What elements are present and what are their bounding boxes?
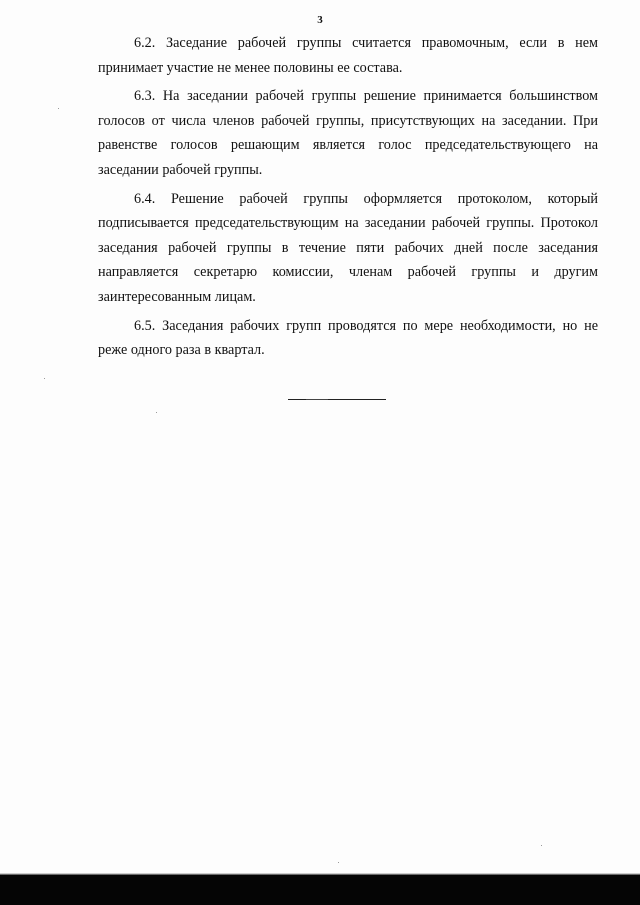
scan-speck [541, 845, 542, 846]
page-number: 3 [317, 14, 323, 26]
paragraph-6-2: 6.2. Заседание рабочей группы считается правомочным, если в нем принимает участие не менее половины ее состава. [98, 35, 598, 76]
scan-speck [338, 862, 339, 863]
paragraph-6-4: 6.4. Решение рабочей группы оформляется протоколом, который подписывается председательствующим на заседании рабочей группы. Протокол заседания рабочей группы в течение пяти рабочих дней после заседания направляется секретарю комиссии, членам рабочей группы и другим заинтересованным лицам. [98, 190, 598, 305]
paragraph-6-5: 6.5. Заседания рабочих групп проводятся по мере необходимости, но не реже одного раза в квартал. [98, 317, 598, 359]
scan-speck [58, 108, 59, 109]
scan-bottom-border [0, 875, 640, 905]
document-body [98, 31, 598, 367]
end-of-document-line [288, 399, 386, 400]
scan-speck [156, 412, 157, 413]
scan-speck [44, 378, 45, 379]
paragraph-6-3: 6.3. На заседании рабочей группы решение принимается большинством голосов от числа членов рабочей группы, присутствующих на заседании. При равенстве голосов решающим является голос председательствующего на заседании рабочей группы. [98, 88, 598, 178]
